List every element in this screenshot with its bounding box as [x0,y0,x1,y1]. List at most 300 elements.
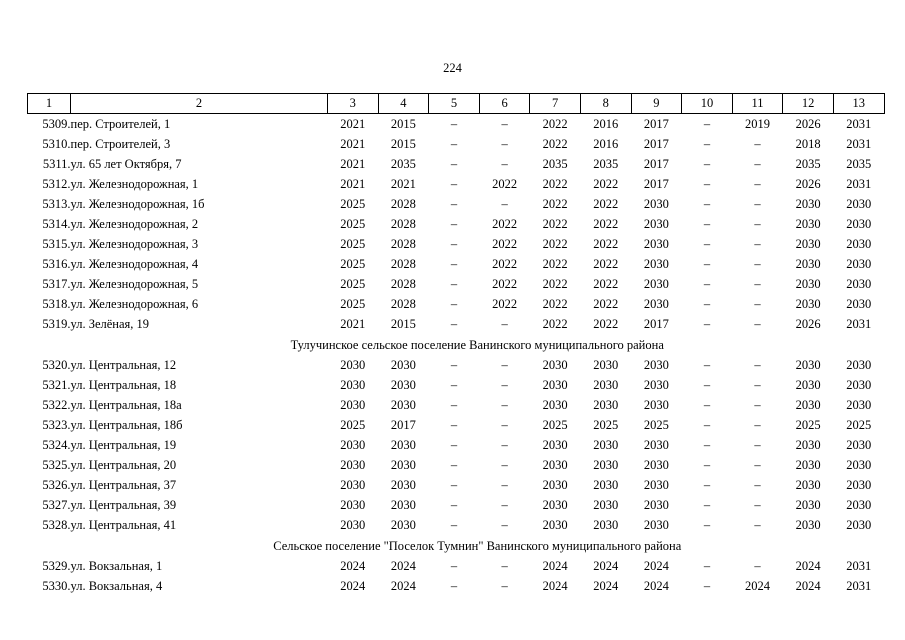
value-cell-col-11: – [754,196,761,211]
table-row [28,516,885,536]
address-cell: ул. Железнодорожная, 5 [70,277,199,292]
value-cell-col-3: 2025 [340,237,366,252]
value-cell-col-5: – [450,317,458,332]
value-cell-col-9: 2017 [643,136,669,151]
value-cell-col-12: 2030 [795,217,821,232]
value-cell-col-6: – [501,116,508,131]
address-cell: ул. Центральная, 18 [70,377,177,392]
value-cell-col-9: 2017 [643,176,669,191]
page-number: 224 [443,61,462,75]
address-cell: ул. Центральная, 37 [70,478,177,493]
value-cell-col-4: 2017 [390,417,416,432]
row-number: 5318. [42,297,71,312]
value-cell-col-3: 2021 [340,116,366,131]
value-cell-col-4: 2035 [390,156,416,171]
value-cell-col-9: 2030 [643,458,669,473]
address-cell: ул. 65 лет Октября, 7 [70,156,182,171]
value-cell-col-6: 2022 [492,217,518,232]
value-cell-col-11: – [754,357,761,372]
value-cell-col-11: – [754,558,761,573]
value-cell-col-10: – [703,237,711,252]
value-cell-col-10: – [703,578,711,593]
value-cell-col-8: 2022 [593,237,619,252]
value-cell-col-3: 2021 [340,317,366,332]
value-cell-col-5: – [450,277,458,292]
value-cell-col-13: 2030 [846,518,872,533]
row-number: 5327. [42,498,71,513]
value-cell-col-13: 2031 [846,317,872,332]
value-cell-col-7: 2030 [542,518,568,533]
value-cell-col-10: – [703,297,711,312]
value-cell-col-10: – [703,196,711,211]
value-cell-col-3: 2025 [340,196,366,211]
column-header-8: 8 [580,94,631,114]
table-body [28,114,885,597]
value-cell-col-4: 2030 [390,397,416,412]
value-cell-col-6: – [501,136,508,151]
row-number: 5324. [42,438,71,453]
value-cell-col-11: – [754,377,761,392]
value-cell-col-12: 2030 [795,498,821,513]
value-cell-col-8: 2030 [593,397,619,412]
value-cell-col-10: – [703,397,711,412]
row-number: 5320. [42,357,71,372]
column-header-4: 4 [378,94,429,114]
value-cell-col-11: – [754,217,761,232]
table-row [28,194,885,214]
table-row [28,436,885,456]
value-cell-col-12: 2025 [795,417,821,432]
value-cell-col-3: 2024 [340,558,366,573]
value-cell-col-4: 2015 [390,116,416,131]
table-row [28,154,885,174]
value-cell-col-7: 2022 [542,277,568,292]
value-cell-col-11: – [754,518,761,533]
section-row [28,335,885,355]
value-cell-col-8: 2035 [593,156,619,171]
row-number: 5316. [42,257,71,272]
value-cell-col-6: – [501,458,508,473]
value-cell-col-3: 2025 [340,257,366,272]
value-cell-col-11: – [754,156,761,171]
value-cell-col-11: – [754,297,761,312]
value-cell-col-12: 2030 [795,478,821,493]
table-row [28,315,885,335]
value-cell-col-12: 2030 [795,377,821,392]
value-cell-col-5: – [450,377,458,392]
value-cell-col-5: – [450,558,458,573]
value-cell-col-3: 2024 [340,578,366,593]
value-cell-col-8: 2030 [593,357,619,372]
value-cell-col-12: 2018 [795,136,821,151]
value-cell-col-7: 2030 [542,438,568,453]
value-cell-col-3: 2021 [340,176,366,191]
value-cell-col-11: – [754,498,761,513]
value-cell-col-10: – [703,257,711,272]
row-number: 5315. [42,237,71,252]
column-header-9: 9 [631,94,682,114]
value-cell-col-12: 2035 [795,156,821,171]
table-row [28,295,885,315]
column-header-7: 7 [530,94,581,114]
value-cell-col-7: 2030 [542,478,568,493]
value-cell-col-10: – [703,176,711,191]
value-cell-col-13: 2030 [846,377,872,392]
column-header-3: 3 [328,94,379,114]
value-cell-col-9: 2017 [643,317,669,332]
value-cell-col-8: 2022 [593,317,619,332]
value-cell-col-11: – [754,136,761,151]
value-cell-col-11: 2019 [745,116,771,131]
row-number: 5312. [42,176,71,191]
value-cell-col-7: 2022 [542,176,568,191]
address-cell: ул. Железнодорожная, 6 [70,297,199,312]
column-header-2: 2 [71,94,328,114]
value-cell-col-13: 2030 [846,277,872,292]
value-cell-col-9: 2030 [643,397,669,412]
value-cell-col-8: 2030 [593,518,619,533]
table-row [28,214,885,234]
value-cell-col-12: 2024 [795,578,821,593]
table-row [28,275,885,295]
value-cell-col-4: 2030 [390,357,416,372]
value-cell-col-8: 2022 [593,297,619,312]
value-cell-col-11: – [754,397,761,412]
column-header-1: 1 [28,94,71,114]
value-cell-col-9: 2030 [643,297,669,312]
value-cell-col-9: 2024 [643,558,669,573]
value-cell-col-7: 2035 [542,156,568,171]
value-cell-col-13: 2030 [846,297,872,312]
value-cell-col-3: 2021 [340,136,366,151]
table-row [28,114,885,135]
value-cell-col-8: 2030 [593,478,619,493]
value-cell-col-6: – [501,558,508,573]
value-cell-col-4: 2015 [390,136,416,151]
value-cell-col-13: 2030 [846,478,872,493]
value-cell-col-6: – [501,196,508,211]
value-cell-col-8: 2030 [593,498,619,513]
value-cell-col-5: – [450,116,458,131]
value-cell-col-12: 2030 [795,518,821,533]
value-cell-col-9: 2030 [643,357,669,372]
value-cell-col-8: 2022 [593,217,619,232]
value-cell-col-13: 2030 [846,397,872,412]
value-cell-col-6: 2022 [492,277,518,292]
value-cell-col-3: 2021 [340,156,366,171]
value-cell-col-9: 2030 [643,217,669,232]
value-cell-col-10: – [703,558,711,573]
value-cell-col-9: 2030 [643,518,669,533]
value-cell-col-9: 2017 [643,156,669,171]
value-cell-col-12: 2026 [795,116,821,131]
value-cell-col-3: 2030 [340,518,366,533]
value-cell-col-3: 2030 [340,438,366,453]
value-cell-col-8: 2030 [593,377,619,392]
value-cell-col-7: 2022 [542,297,568,312]
value-cell-col-11: – [754,257,761,272]
value-cell-col-7: 2025 [542,417,568,432]
address-cell: ул. Центральная, 41 [70,518,177,533]
table-row [28,496,885,516]
value-cell-col-7: 2030 [542,458,568,473]
table-row [28,476,885,496]
value-cell-col-13: 2030 [846,357,872,372]
value-cell-col-13: 2031 [846,116,872,131]
value-cell-col-5: – [450,136,458,151]
value-cell-col-7: 2024 [542,558,568,573]
value-cell-col-13: 2030 [846,257,872,272]
row-number: 5313. [42,196,71,211]
value-cell-col-7: 2030 [542,377,568,392]
value-cell-col-5: – [450,397,458,412]
value-cell-col-5: – [450,237,458,252]
value-cell-col-8: 2030 [593,458,619,473]
value-cell-col-8: 2016 [593,116,619,131]
value-cell-col-4: 2024 [390,578,416,593]
row-number: 5317. [42,277,71,292]
value-cell-col-12: 2024 [795,558,821,573]
value-cell-col-8: 2022 [593,196,619,211]
value-cell-col-5: – [450,156,458,171]
column-header-5: 5 [429,94,480,114]
value-cell-col-5: – [450,458,458,473]
value-cell-col-7: 2022 [542,217,568,232]
value-cell-col-10: – [703,116,711,131]
value-cell-col-3: 2030 [340,458,366,473]
value-cell-col-7: 2030 [542,397,568,412]
value-cell-col-10: – [703,357,711,372]
value-cell-col-12: 2030 [795,397,821,412]
value-cell-col-5: – [450,357,458,372]
value-cell-col-6: 2022 [492,297,518,312]
value-cell-col-7: 2022 [542,237,568,252]
value-cell-col-10: – [703,156,711,171]
value-cell-col-9: 2030 [643,478,669,493]
value-cell-col-4: 2030 [390,498,416,513]
value-cell-col-4: 2021 [390,176,416,191]
value-cell-col-3: 2025 [340,417,366,432]
value-cell-col-7: 2022 [542,116,568,131]
value-cell-col-12: 2030 [795,297,821,312]
value-cell-col-8: 2030 [593,438,619,453]
value-cell-col-10: – [703,417,711,432]
section-row [28,536,885,556]
table-row [28,134,885,154]
value-cell-col-5: – [450,498,458,513]
address-cell: ул. Железнодорожная, 1б [70,196,205,211]
value-cell-col-5: – [450,417,458,432]
value-cell-col-9: 2017 [643,116,669,131]
value-cell-col-7: 2022 [542,136,568,151]
value-cell-col-7: 2024 [542,578,568,593]
table-row [28,576,885,596]
value-cell-col-8: 2024 [593,558,619,573]
value-cell-col-7: 2030 [542,357,568,372]
value-cell-col-5: – [450,478,458,493]
value-cell-col-4: 2030 [390,377,416,392]
address-cell: ул. Железнодорожная, 3 [70,237,199,252]
value-cell-col-11: 2024 [745,578,771,593]
value-cell-col-9: 2030 [643,438,669,453]
table-row [28,235,885,255]
value-cell-col-12: 2026 [795,176,821,191]
value-cell-col-12: 2030 [795,196,821,211]
value-cell-col-4: 2028 [390,277,416,292]
value-cell-col-10: – [703,458,711,473]
value-cell-col-10: – [703,498,711,513]
value-cell-col-6: – [501,578,508,593]
table-row [28,375,885,395]
section-title: Тулучинское сельское поселение Ванинского муниципального района [290,337,664,352]
value-cell-col-8: 2022 [593,176,619,191]
value-cell-col-3: 2025 [340,217,366,232]
row-number: 5323. [42,417,71,432]
row-number: 5325. [42,458,71,473]
value-cell-col-5: – [450,518,458,533]
address-cell: ул. Зелёная, 19 [70,317,150,332]
value-cell-col-11: – [754,478,761,493]
value-cell-col-13: 2025 [846,417,872,432]
row-number: 5330. [42,578,71,593]
value-cell-col-5: – [450,257,458,272]
value-cell-col-10: – [703,217,711,232]
value-cell-col-13: 2030 [846,217,872,232]
row-number: 5329. [42,558,71,573]
value-cell-col-6: – [501,377,508,392]
value-cell-col-13: 2030 [846,438,872,453]
value-cell-col-7: 2022 [542,257,568,272]
address-cell: ул. Центральная, 18а [70,397,182,412]
value-cell-col-9: 2030 [643,196,669,211]
value-cell-col-3: 2030 [340,478,366,493]
value-cell-col-5: – [450,438,458,453]
address-cell: ул. Вокзальная, 4 [70,578,163,593]
value-cell-col-13: 2030 [846,237,872,252]
value-cell-col-8: 2025 [593,417,619,432]
address-cell: ул. Центральная, 39 [70,498,177,513]
value-cell-col-4: 2028 [390,257,416,272]
value-cell-col-13: 2035 [846,156,872,171]
value-cell-col-5: – [450,217,458,232]
value-cell-col-11: – [754,438,761,453]
address-cell: ул. Центральная, 19 [70,438,177,453]
value-cell-col-4: 2030 [390,458,416,473]
section-title: Сельское поселение "Поселок Тумнин" Ванинского муниципального района [273,538,682,553]
value-cell-col-9: 2030 [643,237,669,252]
value-cell-col-12: 2030 [795,257,821,272]
value-cell-col-8: 2016 [593,136,619,151]
value-cell-col-6: 2022 [492,257,518,272]
value-cell-col-12: 2030 [795,237,821,252]
value-cell-col-13: 2030 [846,196,872,211]
value-cell-col-10: – [703,438,711,453]
row-number: 5319. [42,317,71,332]
value-cell-col-12: 2030 [795,357,821,372]
value-cell-col-9: 2025 [643,417,669,432]
value-cell-col-4: 2030 [390,438,416,453]
value-cell-col-3: 2030 [340,377,366,392]
column-header-13: 13 [833,94,884,114]
table-row [28,395,885,415]
value-cell-col-8: 2022 [593,277,619,292]
value-cell-col-11: – [754,277,761,292]
value-cell-col-11: – [754,237,761,252]
value-cell-col-9: 2030 [643,277,669,292]
row-number: 5311. [42,156,71,171]
row-number: 5310. [42,136,71,151]
value-cell-col-4: 2015 [390,317,416,332]
value-cell-col-4: 2030 [390,478,416,493]
address-cell: ул. Железнодорожная, 2 [70,217,199,232]
value-cell-col-4: 2024 [390,558,416,573]
column-header-11: 11 [732,94,783,114]
value-cell-col-13: 2030 [846,458,872,473]
column-header-10: 10 [682,94,733,114]
value-cell-col-11: – [754,176,761,191]
value-cell-col-12: 2030 [795,458,821,473]
table-row [28,174,885,194]
value-cell-col-5: – [450,196,458,211]
address-cell: пер. Строителей, 1 [70,116,171,131]
value-cell-col-3: 2030 [340,498,366,513]
value-cell-col-9: 2030 [643,257,669,272]
value-cell-col-6: – [501,518,508,533]
value-cell-col-6: – [501,397,508,412]
value-cell-col-7: 2022 [542,317,568,332]
row-number: 5326. [42,478,71,493]
table-header-row [28,94,885,114]
data-table [27,93,885,596]
address-cell: ул. Железнодорожная, 1 [70,176,199,191]
row-number: 5322. [42,397,71,412]
table-row [28,415,885,435]
value-cell-col-6: – [501,498,508,513]
table-row [28,355,885,375]
value-cell-col-6: – [501,156,508,171]
row-number: 5314. [42,217,71,232]
value-cell-col-13: 2031 [846,136,872,151]
value-cell-col-8: 2022 [593,257,619,272]
value-cell-col-6: – [501,317,508,332]
value-cell-col-10: – [703,518,711,533]
address-cell: ул. Вокзальная, 1 [70,558,163,573]
value-cell-col-6: – [501,417,508,432]
value-cell-col-5: – [450,578,458,593]
value-cell-col-3: 2030 [340,397,366,412]
column-header-12: 12 [783,94,834,114]
table-row [28,456,885,476]
value-cell-col-10: – [703,277,711,292]
value-cell-col-6: – [501,478,508,493]
value-cell-col-13: 2031 [846,558,872,573]
address-cell: ул. Центральная, 18б [70,417,183,432]
value-cell-col-10: – [703,317,711,332]
value-cell-col-11: – [754,317,761,332]
value-cell-col-13: 2031 [846,176,872,191]
value-cell-col-3: 2025 [340,297,366,312]
address-cell: ул. Центральная, 12 [70,357,177,372]
value-cell-col-13: 2030 [846,498,872,513]
value-cell-col-4: 2028 [390,196,416,211]
value-cell-col-4: 2030 [390,518,416,533]
value-cell-col-10: – [703,136,711,151]
address-cell: ул. Центральная, 20 [70,458,177,473]
value-cell-col-7: 2030 [542,498,568,513]
row-number: 5328. [42,518,71,533]
value-cell-col-11: – [754,417,761,432]
value-cell-col-5: – [450,297,458,312]
